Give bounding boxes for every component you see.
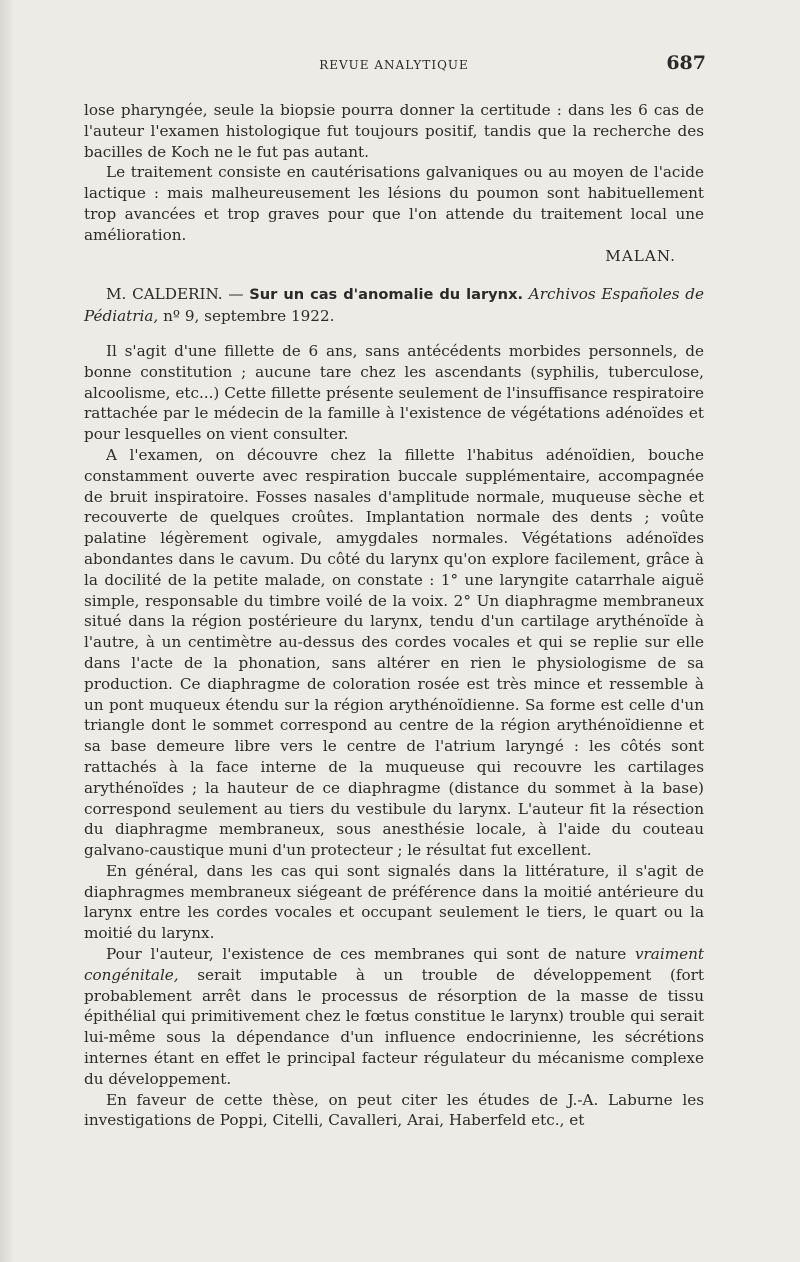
emphasis-text: vraiment congénitale, xyxy=(84,945,704,984)
paragraph: En faveur de cette thèse, on peut citer les études de J.-A. Laburne les investigations de Poppi, Citelli, Cavalleri, Arai, Haberfeld etc., et xyxy=(84,1090,704,1130)
paragraph-text: serait imputable à un trouble de développement (fort probablement arrêt dans le processus de résorption de la masse de tissu épithélial qui primitivement chez le fœtus constitue le larynx) trouble qui serait lui-même sous la dépendance d'un influence endocrinienne, les sécrétions internes étant en effet le principal facteur régulateur du mécanisme complexe du développement. xyxy=(84,965,704,1088)
journal-name: Archivos Españoles de Pédiatria, xyxy=(84,285,705,326)
paragraph: En général, dans les cas qui sont signalés dans la littérature, il s'agit de diaphragmes membraneux siégeant de préférence dans la moitié antérieure du larynx entre les cordes vocales et occupant seulement le tiers, le quart ou la moitié du larynx. xyxy=(84,861,704,943)
paragraph-text: Pour l'auteur, l'existence de ces membranes qui sont de nature xyxy=(106,945,635,964)
citation-dash: — xyxy=(222,285,250,304)
signature-line xyxy=(84,246,704,267)
body-text xyxy=(84,100,704,1131)
paragraph xyxy=(84,944,704,1090)
running-title: REVUE ANALYTIQUE xyxy=(319,58,469,72)
paragraph xyxy=(84,162,704,245)
running-header xyxy=(84,52,704,82)
paragraph: Il s'agit d'une fillette de 6 ans, sans antécédents morbides personnels, de bonne constitution ; aucune tare chez les ascendants (syphilis, tuberculose, alcoolisme, etc...) Cette fillette présente seulement de l'insuffisance respiratoire rattachée par le médecin de la famille à l'existence de végétations adénoïdes et pour lesquelles on vient consulter. xyxy=(84,341,704,444)
paragraph-text: Le traitement consiste en cautérisations galvaniques ou au moyen de l'acide lactique : mais malheureusement les lésions du poumon sont habituellement trop avancées et trop graves pour que l'on attende du traitement local une amélioration. xyxy=(84,163,704,244)
article-citation xyxy=(84,284,704,327)
journal-issue: nº 9, septembre 1922. xyxy=(163,307,335,326)
reviewer-signature: MALAN. xyxy=(605,246,676,265)
paragraph: A l'examen, on découvre chez la fillette l'habitus adénoïdien, bouche constamment ouverte avec respiration buccale supplémentaire, accompagnée de bruit inspiratoire. Fosses nasales d'amplitude normale, muqueuse sèche et recouverte de quelques croûtes. Implantation normale des dents ; voûte palatine légèrement ogivale, amygdales normales. Végétations adénoïdes abondantes dans le cavum. Du côté du larynx qu'on explore facilement, grâce à la docilité de la petite malade, on constate : 1° une laryngite catarrhale aiguë simple, responsable du timbre voilé de la voix. 2° Un diaphragme membraneux situé dans la région postérieure du larynx, tendu d'un cartilage arythénoïde à l'autre, à un centimètre au-dessus des cordes vocales et qui se replie sur elle dans l'acte de la phonation, sans altérer en rien le physiologisme de sa production. Ce diaphragme de coloration rosée est très mince et ressemble à un pont muqueux étendu sur la région arythénoïdienne. Sa forme est celle d'un triangle dont le sommet correspond au centre de la région arythénoïdienne et sa base demeure libre vers le centre de l'atrium laryngé : les côtés sont rattachés à la face interne de la muqueuse qui recouvre les cartilages arythénoïdes ; la hauteur de ce diaphragme (distance du sommet à la base) correspond seulement au tiers du vestibule du larynx. L'auteur fit la résection du diaphragme membraneux, sous anesthésie locale, à l'aide du couteau galvano-caustique muni d'un protecteur ; le résultat fut excellent. xyxy=(84,445,704,860)
page-edge-shadow xyxy=(0,0,14,1262)
paragraph: lose pharyngée, seule la biopsie pourra donner la certitude : dans les 6 cas de l'auteur l'examen histologique fut toujours positif, tandis que la recherche des bacilles de Koch ne le fut pas autant. xyxy=(84,101,704,161)
document-page xyxy=(84,52,704,1131)
article-title: Sur un cas d'anomalie du larynx. xyxy=(249,286,524,304)
article-author: M. CALDERIN. xyxy=(106,285,223,304)
page-number: 687 xyxy=(666,52,706,74)
